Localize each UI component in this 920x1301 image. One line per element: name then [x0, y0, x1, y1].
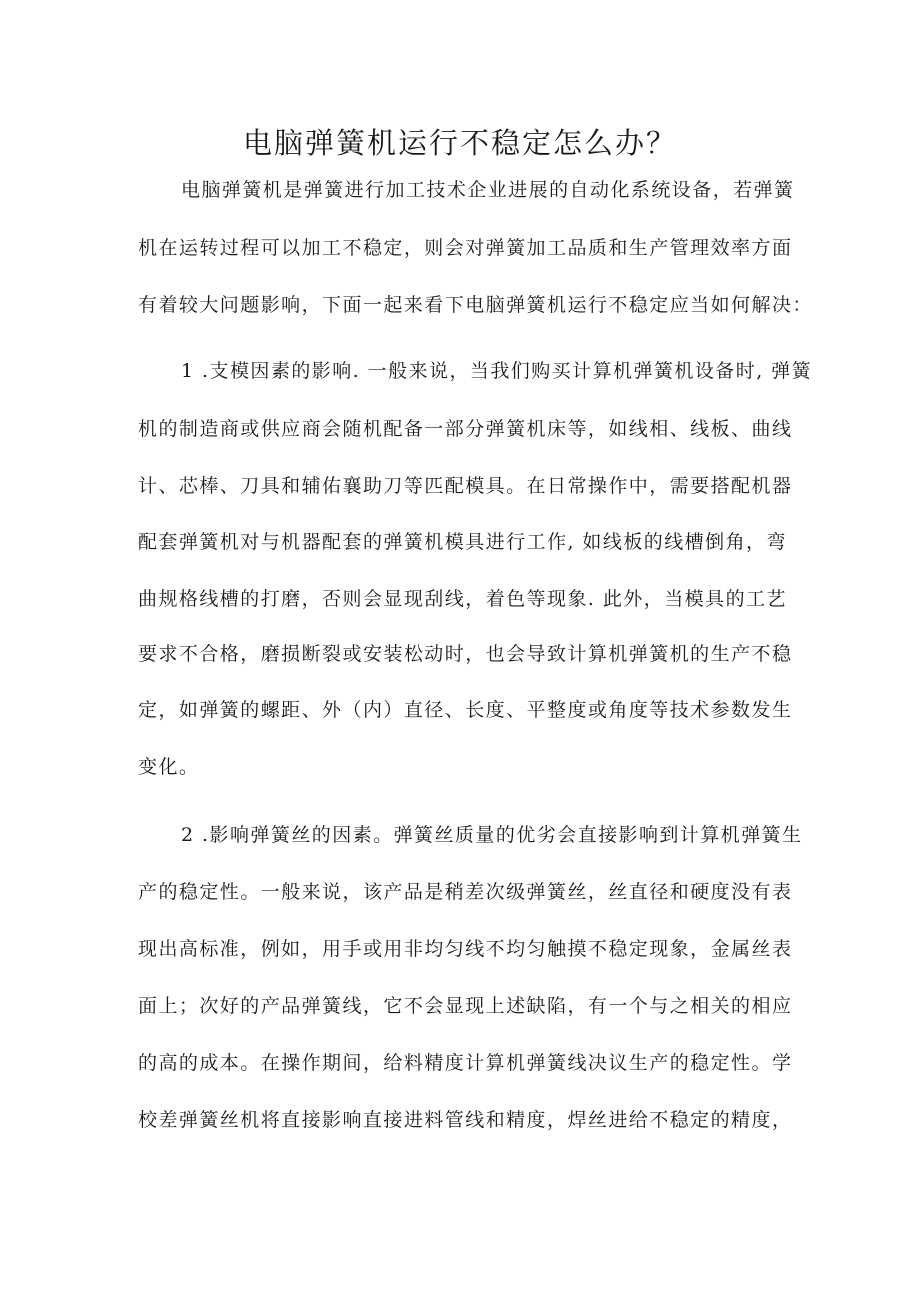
paragraph-3-line-4: 面上；次好的产品弹簧线，它不会显现上述缺陷，有一个与之相关的相应: [138, 995, 793, 1017]
paragraph-3-line-2: 产的稳定性。一般来说，该产品是稍差次级弹簧丝，丝直径和硬度没有表: [138, 881, 793, 903]
paragraph-1-line-1: 电脑弹簧机是弹簧进行加工技术企业进展的自动化系统设备，若弹簧: [181, 179, 795, 201]
paragraph-2-line-7: 定，如弹簧的螺距、外（内）直径、长度、平整度或角度等技术参数发生: [138, 699, 793, 721]
paragraph-3-line-1: 2 .影响弹簧丝的因素。弹簧丝质量的优劣会直接影响到计算机弹簧生: [181, 824, 803, 846]
paragraph-3-line-3: 现出高标准，例如，用手或用非均匀线不均匀触摸不稳定现象，金属丝表: [138, 938, 793, 960]
paragraph-2-line-8: 变化。: [138, 756, 200, 778]
paragraph-2-line-1: 1 .支模因素的影响. 一般来说，当我们购买计算机弹簧机设备时, 弹簧: [181, 360, 813, 382]
paragraph-3-line-6: 校差弹簧丝机将直接影响直接进料管线和精度，焊丝进给不稳定的精度，: [138, 1109, 793, 1131]
paragraph-3-line-5: 的高的成本。在操作期间，给料精度计算机弹簧线决议生产的稳定性。学: [138, 1052, 793, 1074]
paragraph-2-line-3: 计、芯棒、刀具和辅佑襄助刀等匹配模具。在日常操作中，需要搭配机器: [138, 475, 793, 497]
document-title: 电脑弹簧机运行不稳定怎么办？: [242, 126, 677, 161]
paragraph-2-line-4: 配套弹簧机对与机器配套的弹簧机模具进行工作, 如线板的线槽倒角，弯: [138, 531, 787, 553]
paragraph-2-line-5: 曲规格线槽的打磨，否则会显现刮线，着色等现象. 此外，当模具的工艺: [138, 588, 787, 610]
paragraph-2-line-6: 要求不合格，磨损断裂或安装松动时，也会导致计算机弹簧机的生产不稳: [138, 643, 793, 665]
paragraph-1-line-3: 有着较大问题影响，下面一起来看下电脑弹簧机运行不稳定应当如何解决：: [138, 294, 813, 316]
paragraph-2-line-2: 机的制造商或供应商会随机配备一部分弹簧机床等，如线相、线板、曲线: [138, 418, 793, 440]
paragraph-1-line-2: 机在运转过程可以加工不稳定，则会对弹簧加工品质和生产管理效率方面: [138, 237, 793, 259]
